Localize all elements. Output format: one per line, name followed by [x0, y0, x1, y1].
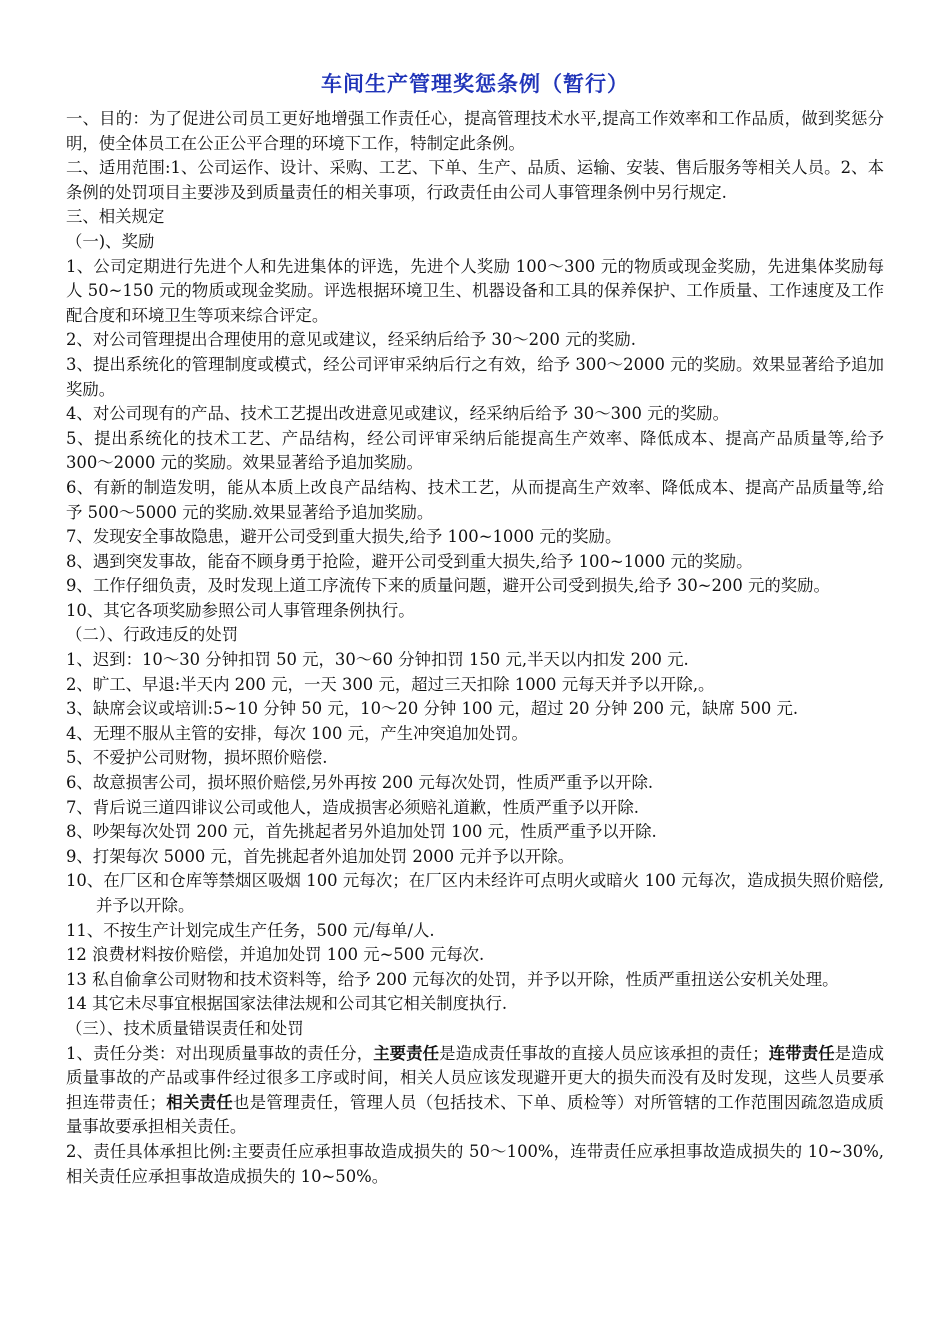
reward-item-4: 4、对公司现有的产品、技术工艺提出改进意见或建议，经采纳后给予 30～300 元的奖励。	[66, 404, 730, 424]
section-purpose: 一、目的：为了促进公司员工更好地增强工作责任心，提高管理技术水平,提高工作效率和工作品质，做到奖惩分明，使全体员工在公正公平合理的环境下工作，特制定此条例。	[66, 109, 884, 153]
penalty-item-2: 2、旷工、早退:半天内 200 元，一天 300 元，超过三天扣除 1000 元每天并予以开除,。	[66, 674, 715, 694]
reward-item-7: 7、发现安全事故隐患，避开公司受到重大损失,给予 100~1000 元的奖励。	[66, 527, 622, 547]
resp-text-2: 是造成责任事故的直接人员应该承担的责任；	[439, 1043, 769, 1063]
subsection-penalties-heading: （二）、行政违反的处罚	[66, 625, 239, 645]
penalty-item-9: 9、打架每次 5000 元，首先挑起者外追加处罚 2000 元并予以开除。	[66, 846, 575, 866]
penalty-item-3: 3、缺席会议或培训:5~10 分钟 50 元，10～20 分钟 100 元，超过 20 分钟 200 元，缺席 500 元.	[66, 699, 799, 719]
penalty-item-8: 8、吵架每次处罚 200 元，首先挑起者另外追加处罚 100 元，性质严重予以开除.	[66, 822, 657, 842]
reward-item-2: 2、对公司管理提出合理使用的意见或建议，经采纳后给予 30～200 元的奖励.	[66, 330, 636, 350]
reward-item-5: 5、提出系统化的技术工艺、产品结构，经公司评审采纳后能提高生产效率、降低成本、提高产品质量等,给予 300～2000 元的奖励。效果显著给予追加奖励。	[66, 428, 884, 473]
responsibility-classification	[66, 1042, 884, 1140]
reward-item-10: 10、其它各项奖励参照公司人事管理条例执行。	[66, 600, 415, 620]
penalty-item-11: 11、不按生产计划完成生产任务，500 元/每单/人.	[66, 920, 435, 940]
penalty-item-4: 4、无理不服从主管的安排，每次 100 元，产生冲突追加处罚。	[66, 723, 528, 743]
resp-text-3: 是造成质量事故的产品或事件经过很多工序或时间，相关人员应该发现避开更大的损失而没有及时发现，这些人员要承担连带责任；	[66, 1043, 885, 1112]
penalty-item-1: 1、迟到：10～30 分钟扣罚 50 元，30～60 分钟扣罚 150 元,半天以内扣发 200 元.	[66, 650, 689, 670]
page-title: 车间生产管理奖惩条例（暂行）	[321, 72, 629, 96]
penalty-item-10: 10、在厂区和仓库等禁烟区吸烟 100 元每次；在厂区内未经许可点明火或暗火 100 元每次，造成损失照价赔偿,并予以开除。	[66, 871, 884, 915]
related-responsibility-term: 相关责任	[165, 1092, 234, 1112]
resp-text-4: 也是管理责任，管理人员（包括技术、下单、质检等）对所管辖的工作范围因疏忽造成质量事故要承担相关责任。	[66, 1092, 885, 1137]
penalty-item-13: 13 私自偷拿公司财物和技术资料等，给予 200 元每次的处罚，并予以开除，性质严重扭送公安机关处理。	[66, 969, 839, 989]
resp-text-1: 1、责任分类：对出现质量事故的责任分，	[66, 1043, 374, 1063]
joint-responsibility-term: 连带责任	[768, 1043, 835, 1063]
subsection-quality-heading: （三）、技术质量错误责任和处罚	[66, 1018, 304, 1038]
reward-item-1: 1、公司定期进行先进个人和先进集体的评选，先进个人奖励 100～300 元的物质或现金奖励，先进集体奖励每人 50~150 元的物质或现金奖励。评选根据环境卫生、机器设备和工具的保养保护、工作质量、工作速度及工作配合度和环境卫生等项来综合评定。	[66, 256, 884, 325]
section-scope: 二、适用范围:1、公司运作、设计、采购、工艺、下单、生产、品质、运输、安装、售后服务等相关人员。2、本条例的处罚项目主要涉及到质量责任的相关事项，行政责任由公司人事管理条例中另行规定.	[66, 158, 884, 202]
reward-item-3: 3、提出系统化的管理制度或模式，经公司评审采纳后行之有效，给予 300～2000 元的奖励。效果显著给予追加奖励。	[66, 354, 884, 399]
penalty-item-6: 6、故意损害公司，损坏照价赔偿,另外再按 200 元每次处罚，性质严重予以开除.	[66, 773, 654, 793]
penalty-item-5: 5、不爱护公司财物，损坏照价赔偿.	[66, 748, 328, 768]
reward-item-6: 6、有新的制造发明，能从本质上改良产品结构、技术工艺，从而提高生产效率、降低成本、提高产品质量等,给予 500～5000 元的奖励.效果显著给予追加奖励。	[66, 477, 884, 522]
penalty-item-12: 12 浪费材料按价赔偿，并追加处罚 100 元~500 元每次.	[66, 945, 485, 965]
subsection-rewards-heading: （一)、奖励	[66, 231, 155, 251]
reward-item-8: 8、遇到突发事故，能奋不顾身勇于抢险，避开公司受到重大损失,给予 100~1000 元的奖励。	[66, 551, 753, 571]
primary-responsibility-term: 主要责任	[373, 1043, 440, 1063]
responsibility-ratio: 2、责任具体承担比例:主要责任应承担事故造成损失的 50～100%，连带责任应承担事故造成损失的 10~30%,相关责任应承担事故造成损失的 10~50%。	[66, 1141, 884, 1186]
penalty-item-7: 7、背后说三道四诽议公司或他人，造成损害必须赔礼道歉，性质严重予以开除.	[66, 797, 639, 817]
penalty-item-14: 14 其它未尽事宜根据国家法律法规和公司其它相关制度执行.	[66, 994, 508, 1014]
section-rules-heading: 三、相关规定	[66, 207, 165, 227]
reward-item-9: 9、工作仔细负责，及时发现上道工序流传下来的质量问题，避开公司受到损失,给予 30~200 元的奖励。	[66, 576, 830, 596]
